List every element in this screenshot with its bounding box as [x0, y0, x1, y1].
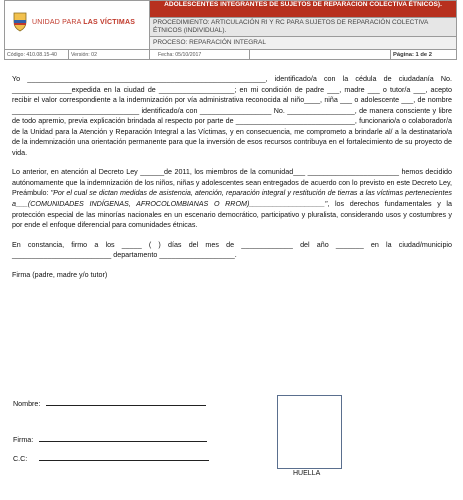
fingerprint-box	[277, 395, 342, 469]
logo-text: UNIDAD PARA LAS VÍCTIMAS	[32, 19, 136, 26]
document-body	[12, 74, 452, 289]
document-header	[4, 0, 457, 60]
name-line	[46, 397, 206, 406]
id-line	[39, 452, 209, 461]
procedure-name: PROCEDIMIENTO: ARTICULACIÓN RI Y RC PARA SUJETOS DE REPARACIÓN COLECTIVA ÉTNICOS (INDIVIDUAL).	[150, 18, 456, 37]
document-meta	[5, 49, 456, 60]
page-number: Página: 1 de 2	[393, 52, 432, 58]
document-version: Versión: 02	[69, 50, 150, 60]
consent-paragraph: Yo ____________________________________________________________, identificado/a con la cédula de ciudadanía No. _______________expedida en la ciudad de ___________________; en mi condición de padre ___, madre ___ o tutor/a ___, acepto recibir el valor correspondiente a la indemnización por vía administrativa reconocida al niño____, niña ___ o adolescente ___, de nombre ________________________________ identificado/a con __________________ No. _________________, de manera consciente y libre de todo apremio, previa explicación brindada al respecto por parte de ______________________________, funcionario/a o colaborador/a de la Unidad para la Atención y Reparación Integral a las Víctimas, y en consecuencia, me comprometo a brindarle al/ a la destinatario/a de la indemnización una orientación permanente para que la inversión de esos recursos contribuya en el fortalecimiento de su proyecto de vida.	[12, 75, 452, 157]
signature-line	[39, 433, 207, 442]
document-date: Fecha: 05/10/2017	[150, 50, 250, 60]
decree-paragraph: Lo anterior, en atención al Decreto Ley ______de 2011, los miembros de la comunidad___ _______________________ hemos decidido autónomamente que la indemnización de los niños, niñas y adolescentes sean entregados de acuerdo con lo previsto en este Decreto Ley, Preámbulo: "Por el cual se dictan medidas de asistencia, atención, reparación integral y restitución de tierras a las víctimas pertenecientes a___(COMUNIDADES INDÍGENAS, AFROCOLOMBIANAS O RROM)___________________", los derechos fundamentales y la protección especial de las minorías nacionales en un escenario democrático, participativo y pluralista, considerando usos y costumbres y por ende el enfoque diferencial para comunidades étnicas.	[12, 168, 452, 230]
id-field: C.C:	[13, 452, 209, 463]
signature-instruction: Firma (padre, madre y/o tutor)	[12, 270, 108, 279]
coat-of-arms-icon	[13, 12, 27, 32]
signature-field: Firma:	[13, 433, 207, 444]
process-name: PROCESO: REPARACIÓN INTEGRAL	[150, 37, 456, 49]
attestation-paragraph: En constancia, firmo a los _____ ( ) días del mes de _____________ del año _______ en la ciudad/municipio _________________________ departamento ___________________.	[12, 240, 452, 260]
fingerprint-label: HUELLA	[293, 470, 321, 477]
document-title: ADOLESCENTES INTEGRANTES DE SUJETOS DE REPARACION COLECTIVA ÉTNICOS).	[150, 1, 456, 18]
name-field: Nombre:	[13, 397, 206, 408]
document-code: Código: 410.08.15-40	[5, 50, 69, 60]
logo	[5, 1, 150, 49]
preamble-quote: "Por el cual se dictan medidas de asistencia, atención, reparación integral y restitución de tierras a las víctimas pertenecientes a___(COMUNIDADES INDÍGENAS, AFROCOLOMBIANAS O RROM)___________________"	[12, 189, 452, 209]
